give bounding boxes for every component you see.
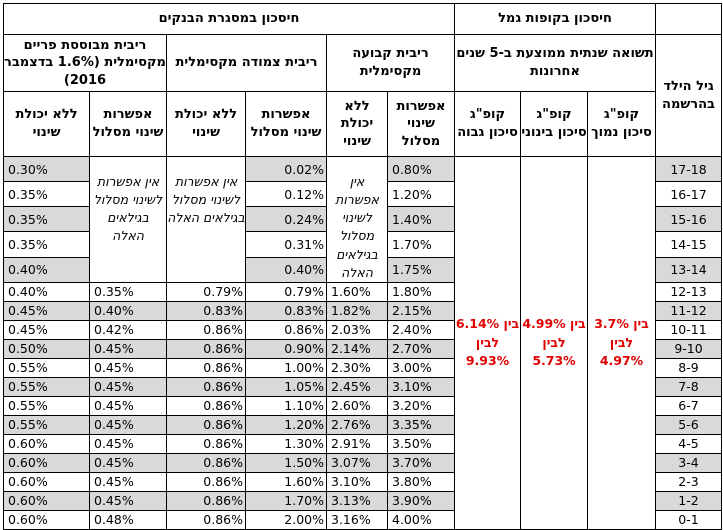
fixed-can-change-header: אפשרות שינוי מסלול — [388, 92, 455, 157]
fixed-no-change-cell: 3.00% — [388, 358, 455, 377]
indexed-can-change-cell: 0.86% — [167, 320, 246, 339]
fixed-no-change-cell: 0.80% — [388, 157, 455, 182]
fixed-no-change-cell: 1.70% — [388, 232, 455, 257]
fixed-no-switch-note: אין אפשרות לשינוי מסלול בגילאים האלה — [327, 157, 388, 283]
indexed-no-change-cell: 0.86% — [246, 320, 327, 339]
indexed-no-change-cell: 1.50% — [246, 453, 327, 472]
fixed-no-change-cell: 1.40% — [388, 207, 455, 232]
gemel-high-range: בין 6.14% לבין 9.93% — [455, 157, 521, 530]
medium-risk-header: קופ"ג סיכון בינוני — [521, 92, 588, 157]
indexed-no-switch-note: אין אפשרות לשינוי מסלול בגילאים האלה — [167, 157, 246, 283]
indexed-can-change-cell: 0.86% — [167, 377, 246, 396]
fixed-can-change-cell: 3.10% — [327, 472, 388, 491]
prime-no-change-cell: 0.40% — [4, 257, 90, 282]
prime-no-change-cell: 0.45% — [4, 301, 90, 320]
fixed-no-change-cell: 3.90% — [388, 491, 455, 510]
age-cell: 5-6 — [656, 415, 722, 434]
prime-can-change-cell: 0.45% — [90, 491, 167, 510]
prime-no-change-cell: 0.30% — [4, 157, 90, 182]
prime-can-change-cell: 0.45% — [90, 434, 167, 453]
fixed-can-change-cell: 1.60% — [327, 282, 388, 301]
age-cell: 15-16 — [656, 207, 722, 232]
prime-no-change-cell: 0.60% — [4, 434, 90, 453]
prime-can-change-cell: 0.45% — [90, 396, 167, 415]
fixed-rate-header: ריבית קבועה מקסימלית — [327, 35, 455, 92]
indexed-can-change-header: אפשרות שינוי מסלול — [246, 92, 327, 157]
prime-no-change-header: ללא יכולת שינוי — [4, 92, 90, 157]
prime-no-change-cell: 0.60% — [4, 453, 90, 472]
prime-can-change-cell: 0.42% — [90, 320, 167, 339]
age-cell: 12-13 — [656, 282, 722, 301]
indexed-can-change-cell: 0.86% — [167, 358, 246, 377]
prime-can-change-cell: 0.48% — [90, 510, 167, 529]
fixed-no-change-cell: 3.35% — [388, 415, 455, 434]
prime-no-switch-note: אין אפשרות לשינוי מסלול בגילאים האלה — [90, 157, 167, 283]
fixed-no-change-cell: 3.70% — [388, 453, 455, 472]
prime-can-change-cell: 0.35% — [90, 282, 167, 301]
indexed-can-change-cell: 0.86% — [167, 415, 246, 434]
indexed-can-change-cell: 0.83% — [167, 301, 246, 320]
indexed-no-change-cell: 0.83% — [246, 301, 327, 320]
fixed-no-change-cell: 1.20% — [388, 182, 455, 207]
fixed-can-change-cell: 2.76% — [327, 415, 388, 434]
fixed-no-change-cell: 2.40% — [388, 320, 455, 339]
indexed-rate-header: ריבית צמודה מקסימלית — [167, 35, 327, 92]
prime-no-change-cell: 0.55% — [4, 358, 90, 377]
indexed-no-change-cell: 1.30% — [246, 434, 327, 453]
age-header-top — [656, 4, 722, 35]
age-cell: 7-8 — [656, 377, 722, 396]
fixed-no-change-cell: 4.00% — [388, 510, 455, 529]
fixed-no-change-cell: 3.10% — [388, 377, 455, 396]
indexed-no-change-header: ללא יכולת שינוי — [167, 92, 246, 157]
prime-no-change-cell: 0.35% — [4, 232, 90, 257]
prime-can-change-cell: 0.40% — [90, 301, 167, 320]
indexed-no-change-cell: 0.02% — [246, 157, 327, 182]
age-cell: 14-15 — [656, 232, 722, 257]
indexed-no-change-cell: 1.05% — [246, 377, 327, 396]
prime-can-change-cell: 0.45% — [90, 453, 167, 472]
age-cell: 0-1 — [656, 510, 722, 529]
gemel-header: חיסכון בקופות גמל — [455, 4, 656, 35]
indexed-can-change-cell: 0.86% — [167, 491, 246, 510]
prime-no-change-cell: 0.40% — [4, 282, 90, 301]
prime-can-change-cell: 0.45% — [90, 377, 167, 396]
prime-no-change-cell: 0.55% — [4, 415, 90, 434]
fixed-can-change-cell: 2.45% — [327, 377, 388, 396]
indexed-can-change-cell: 0.79% — [167, 282, 246, 301]
prime-no-change-cell: 0.60% — [4, 472, 90, 491]
fixed-no-change-cell: 3.20% — [388, 396, 455, 415]
prime-can-change-cell: 0.45% — [90, 339, 167, 358]
gemel-medium-range: בין 4.99% לבין 5.73% — [521, 157, 588, 530]
indexed-can-change-cell: 0.86% — [167, 434, 246, 453]
fixed-can-change-cell: 2.14% — [327, 339, 388, 358]
banks-header: חיסכון במסגרת הבנקים — [4, 4, 455, 35]
prime-can-change-cell: 0.45% — [90, 472, 167, 491]
prime-no-change-cell: 0.35% — [4, 207, 90, 232]
fixed-no-change-cell: 2.70% — [388, 339, 455, 358]
age-cell: 17-18 — [656, 157, 722, 182]
indexed-no-change-cell: 2.00% — [246, 510, 327, 529]
fixed-can-change-cell: 3.13% — [327, 491, 388, 510]
indexed-no-change-cell: 1.20% — [246, 415, 327, 434]
fixed-no-change-cell: 3.50% — [388, 434, 455, 453]
prime-no-change-cell: 0.50% — [4, 339, 90, 358]
prime-no-change-cell: 0.55% — [4, 396, 90, 415]
indexed-no-change-cell: 1.60% — [246, 472, 327, 491]
prime-no-change-cell: 0.35% — [4, 182, 90, 207]
age-cell: 11-12 — [656, 301, 722, 320]
fixed-no-change-cell: 2.15% — [388, 301, 455, 320]
indexed-can-change-cell: 0.86% — [167, 510, 246, 529]
indexed-can-change-cell: 0.86% — [167, 453, 246, 472]
low-risk-header: קופ"ג סיכון נמוך — [588, 92, 656, 157]
fixed-can-change-cell: 1.82% — [327, 301, 388, 320]
age-cell: 13-14 — [656, 257, 722, 282]
indexed-no-change-cell: 0.40% — [246, 257, 327, 282]
prime-no-change-cell: 0.60% — [4, 491, 90, 510]
prime-no-change-cell: 0.45% — [4, 320, 90, 339]
fixed-no-change-cell: 1.80% — [388, 282, 455, 301]
avg-return-header: תשואה שנתית ממוצעת ב-5 שנים אחרונות — [455, 35, 656, 92]
indexed-no-change-cell: 1.70% — [246, 491, 327, 510]
fixed-can-change-cell: 3.16% — [327, 510, 388, 529]
prime-can-change-cell: 0.45% — [90, 358, 167, 377]
age-cell: 3-4 — [656, 453, 722, 472]
prime-no-change-cell: 0.55% — [4, 377, 90, 396]
age-cell: 4-5 — [656, 434, 722, 453]
age-cell: 1-2 — [656, 491, 722, 510]
indexed-no-change-cell: 0.90% — [246, 339, 327, 358]
indexed-no-change-cell: 0.24% — [246, 207, 327, 232]
age-cell: 16-17 — [656, 182, 722, 207]
age-cell: 10-11 — [656, 320, 722, 339]
prime-can-change-header: אפשרות שינוי מסלול — [90, 92, 167, 157]
age-cell: 2-3 — [656, 472, 722, 491]
savings-comparison-table — [3, 3, 722, 530]
high-risk-header: קופ"ג סיכון גבוה — [455, 92, 521, 157]
fixed-can-change-cell: 3.07% — [327, 453, 388, 472]
prime-can-change-cell: 0.45% — [90, 415, 167, 434]
age-cell: 6-7 — [656, 396, 722, 415]
fixed-no-change-cell: 1.75% — [388, 257, 455, 282]
age-cell: 8-9 — [656, 358, 722, 377]
indexed-no-change-cell: 1.10% — [246, 396, 327, 415]
indexed-no-change-cell: 0.12% — [246, 182, 327, 207]
indexed-no-change-cell: 1.00% — [246, 358, 327, 377]
gemel-low-range: בין 3.7% לבין 4.97% — [588, 157, 656, 530]
table-row — [4, 157, 722, 182]
indexed-can-change-cell: 0.86% — [167, 396, 246, 415]
fixed-no-change-cell: 3.80% — [388, 472, 455, 491]
indexed-no-change-cell: 0.79% — [246, 282, 327, 301]
fixed-can-change-cell: 2.03% — [327, 320, 388, 339]
fixed-no-change-header: ללא יכולת שינוי — [327, 92, 388, 157]
fixed-can-change-cell: 2.30% — [327, 358, 388, 377]
indexed-can-change-cell: 0.86% — [167, 472, 246, 491]
indexed-no-change-cell: 0.31% — [246, 232, 327, 257]
age-header: גיל הילד בהרשמה — [656, 35, 722, 157]
fixed-can-change-cell: 2.60% — [327, 396, 388, 415]
indexed-can-change-cell: 0.86% — [167, 339, 246, 358]
age-cell: 9-10 — [656, 339, 722, 358]
fixed-can-change-cell: 2.91% — [327, 434, 388, 453]
prime-rate-header: ריבית מבוססת פריים מקסימלית (1.6% בדצמבר 2016) — [4, 35, 167, 92]
prime-no-change-cell: 0.60% — [4, 510, 90, 529]
